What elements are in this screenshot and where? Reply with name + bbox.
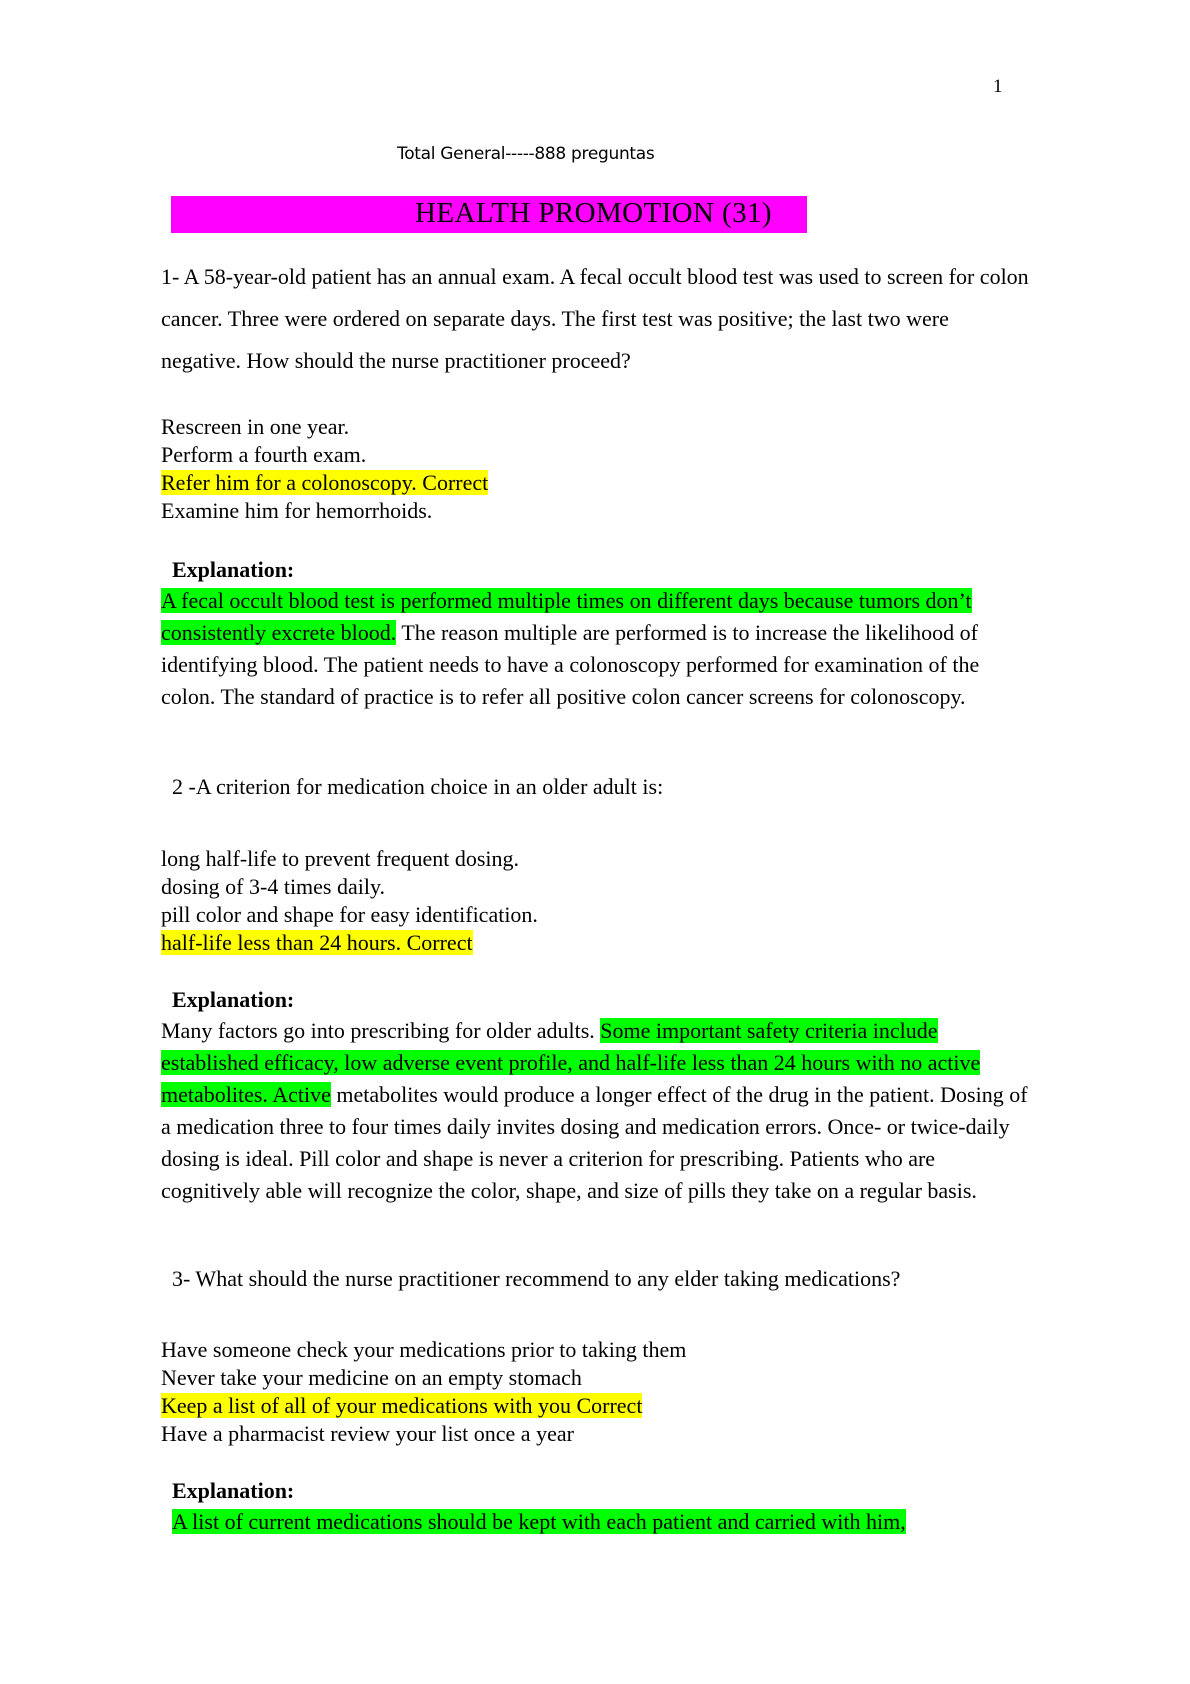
question-3-option-a: Have someone check your medications prior to taking them xyxy=(161,1337,687,1362)
document-subtitle: Total General-----888 preguntas xyxy=(397,144,655,164)
question-3-prompt: 3- What should the nurse practitioner recommend to any elder taking medications? xyxy=(172,1266,901,1291)
question-1-option-c-correct: Refer him for a colonoscopy. Correct xyxy=(161,470,489,495)
question-2-option-b: dosing of 3-4 times daily. xyxy=(161,874,386,899)
question-1-option-d: Examine him for hemorrhoids. xyxy=(161,498,433,523)
question-1-explanation-highlight: A fecal occult blood test is performed multiple times on different days because tumors don’t consistently excrete blood. xyxy=(161,588,972,645)
question-1-option-b: Perform a fourth exam. xyxy=(161,442,367,467)
question-2-explanation-label: Explanation: xyxy=(172,987,295,1012)
question-2-option-c: pill color and shape for easy identification. xyxy=(161,902,538,927)
question-1-prompt: 1- A 58-year-old patient has an annual exam. A fecal occult blood test was used to screen for colon cancer. Three were ordered on separate days. The first test was positive; the last two were negative. How should the nurse practitioner proceed? xyxy=(161,264,1029,373)
page-number: 1 xyxy=(993,76,1003,97)
question-1-explanation-rest: The reason multiple are performed is to increase the likelihood of identifying blood. The patient needs to have a colonoscopy performed for examination of the colon. The standard of practice is to refer all positive colon cancer screens for colonoscopy. xyxy=(161,620,980,709)
question-3-explanation-label: Explanation: xyxy=(172,1478,295,1503)
question-3-explanation xyxy=(161,1506,1042,1538)
question-2-explanation-highlight: Some important safety criteria include established efficacy, low adverse event profile, and half-life less than 24 hours with no active metabolites. Active xyxy=(161,1018,981,1107)
question-2-option-d-correct: half-life less than 24 hours. Correct xyxy=(161,930,473,955)
question-1-options xyxy=(161,413,1031,525)
question-2-prompt: 2 -A criterion for medication choice in an older adult is: xyxy=(172,774,664,799)
question-2-options xyxy=(161,845,1031,957)
question-2-option-a: long half-life to prevent frequent dosing. xyxy=(161,846,520,871)
question-3-explanation-highlight: A list of current medications should be kept with each patient and carried with him, xyxy=(172,1509,906,1534)
question-3-option-b: Never take your medicine on an empty stomach xyxy=(161,1365,582,1390)
question-1-option-a: Rescreen in one year. xyxy=(161,414,350,439)
question-1-explanation-label: Explanation: xyxy=(172,557,295,582)
question-3-option-d: Have a pharmacist review your list once a year xyxy=(161,1421,574,1446)
question-1-explanation xyxy=(161,585,1031,713)
question-2-explanation-pre: Many factors go into prescribing for older adults. xyxy=(161,1018,601,1043)
question-2-explanation xyxy=(161,1015,1031,1207)
question-3-options xyxy=(161,1336,1031,1448)
question-3-option-c-correct: Keep a list of all of your medications with you Correct xyxy=(161,1393,643,1418)
section-title: HEALTH PROMOTION (31) xyxy=(415,197,772,229)
question-2-explanation-rest: metabolites would produce a longer effect of the drug in the patient. Dosing of a medication three to four times daily invites dosing and medication errors. Once- or twice-daily dosing is ideal. Pill color and shape is never a criterion for prescribing. Patients who are cognitively able will recognize the color, shape, and size of pills they take on a regular basis. xyxy=(161,1082,1028,1203)
